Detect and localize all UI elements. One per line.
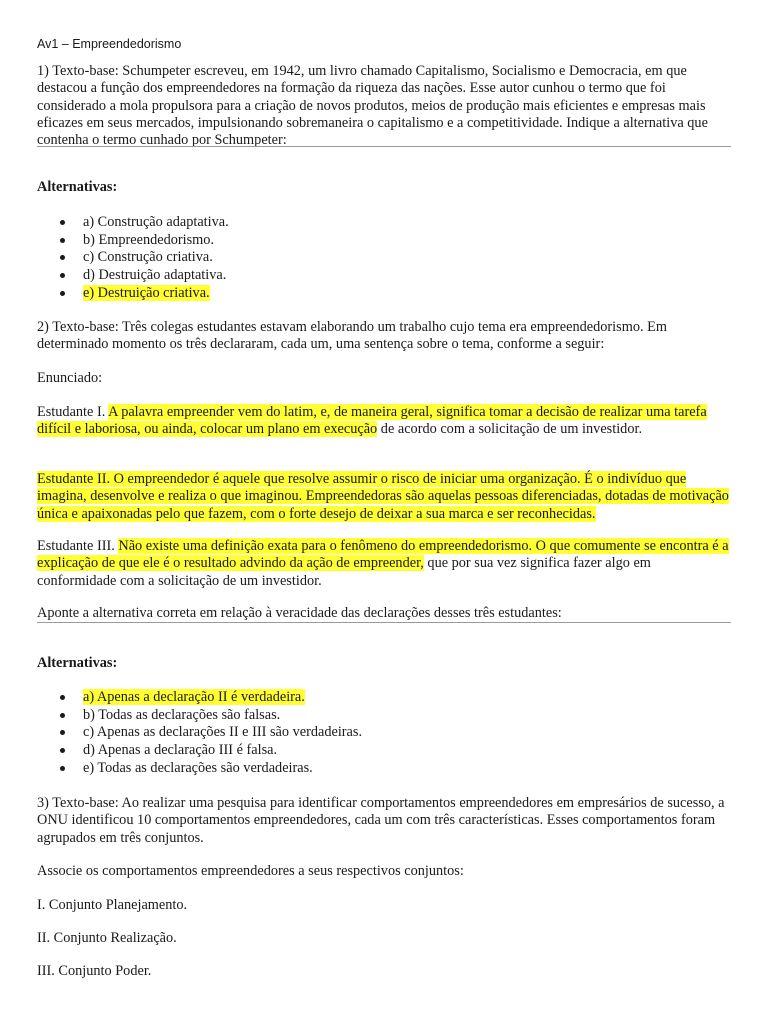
q3-set-3: III. Conjunto Poder. [37, 963, 152, 979]
q2-student-3: Estudante III. Não existe uma definição exata para o fenômeno do empreendedorismo. O que comumente se encontra é a explicação de que ele é o resultado advindo da ação de empreender, que por sua vez significa fazer algo em conformidade com a solicitação de um investidor. [37, 538, 729, 589]
q1-options [37, 214, 229, 302]
q1-option-a: a) Construção adaptativa. [37, 214, 229, 232]
q3-set-2: II. Conjunto Realização. [37, 930, 177, 946]
q1-option-c: c) Construção criativa. [37, 249, 229, 267]
q2-student-1: Estudante I. A palavra empreender vem do latim, e, de maneira geral, significa tomar a decisão de realizar uma tarefa difícil e laboriosa, ou ainda, colocar um plano em execução de acordo com a solicitação de um investidor. [37, 404, 707, 438]
bullet-icon [60, 291, 65, 296]
document-title: Av1 – Empreendedorismo [37, 37, 182, 51]
bullet-icon [60, 255, 65, 260]
q2-option-d: d) Apenas a declaração III é falsa. [37, 742, 362, 760]
q2-alternatives-heading: Alternativas: [37, 655, 118, 671]
q2-prompt: Aponte a alternativa correta em relação à veracidade das declarações desses três estudantes: [37, 605, 562, 621]
q3-prompt: Associe os comportamentos empreendedores a seus respectivos conjuntos: [37, 863, 464, 879]
bullet-icon [60, 748, 65, 753]
bullet-icon [60, 766, 65, 771]
q1-option-e: e) Destruição criativa. [37, 285, 229, 303]
q3-set-1: I. Conjunto Planejamento. [37, 897, 188, 913]
q1-divider [37, 146, 731, 147]
bullet-icon [60, 220, 65, 225]
q2-option-a: a) Apenas a declaração II é verdadeira. [37, 689, 362, 707]
q1-text: 1) Texto-base: Schumpeter escreveu, em 1942, um livro chamado Capitalismo, Socialismo e Democracia, em que destacou a função dos empreendedores na formação da riqueza das nações. Esse autor cunhou o termo que foi considerado a mola propulsora para a criação de novos produtos, meios de produção mais eficientes e empresas mais eficazes em seus mercados, impulsionando sobremaneira o capitalismo e a competitividade. Indique a alternativa que contenha o termo cunhado por Schumpeter: [37, 63, 708, 149]
q2-enunciado: Enunciado: [37, 370, 103, 386]
q1-option-d: d) Destruição adaptativa. [37, 267, 229, 285]
bullet-icon [60, 273, 65, 278]
q2-student-2: Estudante II. O empreendedor é aquele que resolve assumir o risco de iniciar uma organização. É o indivíduo que imagina, desenvolve e realiza o que imaginou. Empreendedoras são aquelas pessoas diferenciadas, dotadas de motivação única e apaixonadas pelo que fazem, com o forte desejo de deixar a sua marca e ser reconhecidas. [37, 471, 729, 522]
q2-divider [37, 622, 731, 623]
bullet-icon [60, 238, 65, 243]
q1-option-b: b) Empreendedorismo. [37, 232, 229, 250]
q1-alternatives-heading: Alternativas: [37, 179, 118, 195]
bullet-icon [60, 713, 65, 718]
q2-option-e: e) Todas as declarações são verdadeiras. [37, 760, 362, 778]
q3-text: 3) Texto-base: Ao realizar uma pesquisa para identificar comportamentos empreendedores em empresários de sucesso, a ONU identificou 10 comportamentos empreendedores, cada um com três características. Esses comportamentos foram agrupados em três conjuntos. [37, 795, 725, 846]
q2-options [37, 689, 362, 777]
q2-option-b: b) Todas as declarações são falsas. [37, 707, 362, 725]
q2-text: 2) Texto-base: Três colegas estudantes estavam elaborando um trabalho cujo tema era empreendedorismo. Em determinado momento os três declararam, cada um, uma sentença sobre o tema, conforme a seguir: [37, 319, 667, 353]
bullet-icon [60, 730, 65, 735]
bullet-icon [60, 695, 65, 700]
q2-option-c: c) Apenas as declarações II e III são verdadeiras. [37, 724, 362, 742]
